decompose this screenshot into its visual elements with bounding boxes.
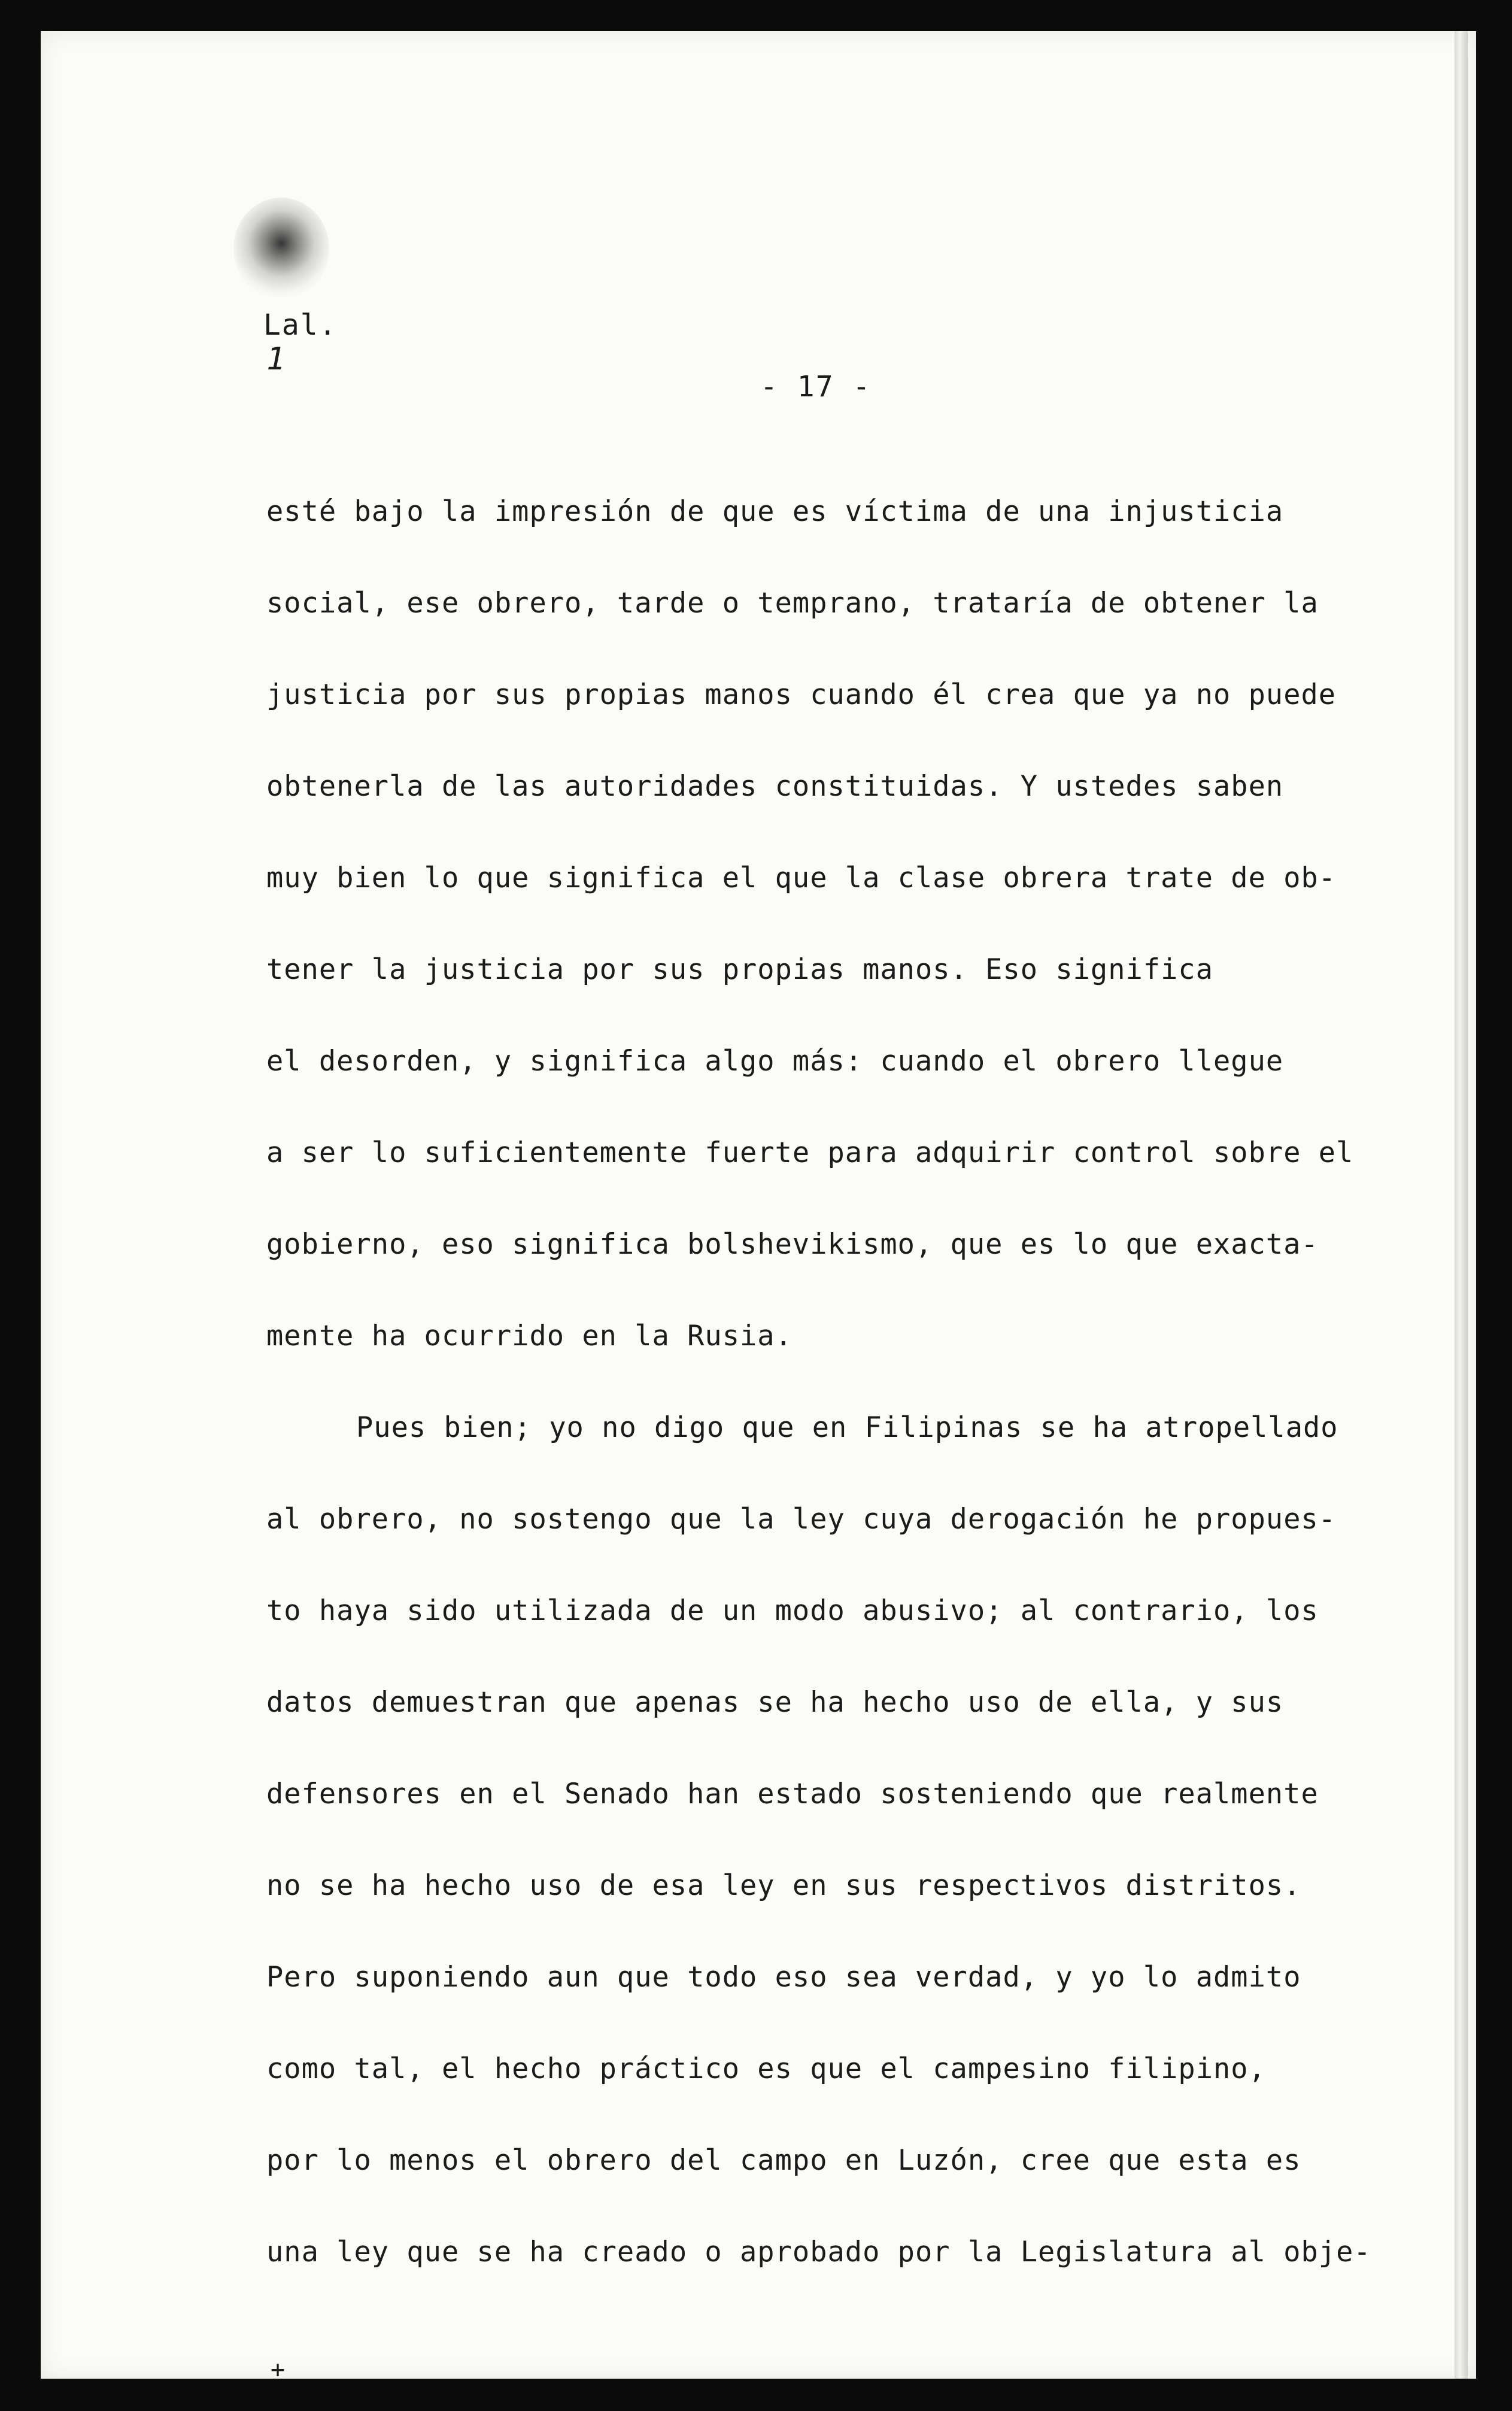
text-line: como tal, el hecho práctico es que el campesino filipino, — [266, 2052, 1266, 2085]
text-line: tener la justicia por sus propias manos. Eso significa — [266, 953, 1214, 986]
reference-mark: 1 — [266, 341, 287, 377]
paper-edge — [1455, 31, 1468, 2379]
text-line: muy bien lo que significa el que la clase obrera trate de ob- — [266, 862, 1337, 894]
margin-mark: + — [271, 2356, 287, 2383]
text-line: to haya sido utilizada de un modo abusivo; al contrario, los — [266, 1594, 1319, 1627]
text-line: datos demuestran que apenas se ha hecho uso de ella, y sus — [266, 1686, 1284, 1719]
page-number: - 17 - — [760, 370, 872, 404]
text-line: una ley que se ha creado o aprobado por la Legislatura al obje- — [266, 2236, 1371, 2269]
text-line: Pero suponiendo aun que todo eso sea verdad, y yo lo admito — [266, 1961, 1301, 1994]
text-line: justicia por sus propias manos cuando él crea que ya no puede — [266, 678, 1337, 711]
text-line: defensores en el Senado han estado sosteniendo que realmente — [266, 1778, 1319, 1810]
document-body — [266, 494, 1404, 2326]
reference-code: Lal. — [263, 308, 338, 342]
text-line: gobierno, eso significa bolshevikismo, que es lo que exacta- — [266, 1228, 1319, 1261]
text-line: el desorden, y significa algo más: cuando el obrero llegue — [266, 1045, 1284, 1078]
text-line: a ser lo suficientemente fuerte para adquirir control sobre el — [266, 1136, 1354, 1169]
text-line: al obrero, no sostengo que la ley cuya derogación he propues- — [266, 1503, 1337, 1536]
text-line: por lo menos el obrero del campo en Luzón, cree que esta es — [266, 2144, 1301, 2177]
text-line: obtenerla de las autoridades constituidas. Y ustedes saben — [266, 770, 1284, 803]
text-line: no se ha hecho uso de esa ley en sus respectivos distritos. — [266, 1869, 1301, 1902]
paragraph-start-line: Pues bien; yo no digo que en Filipinas se ha atropellado — [356, 1411, 1338, 1444]
text-line: mente ha ocurrido en la Rusia. — [266, 1320, 793, 1352]
text-line: social, ese obrero, tarde o temprano, trataría de obtener la — [266, 587, 1319, 620]
text-line: esté bajo la impresión de que es víctima de una injusticia — [266, 495, 1284, 528]
ink-blot — [233, 198, 329, 299]
